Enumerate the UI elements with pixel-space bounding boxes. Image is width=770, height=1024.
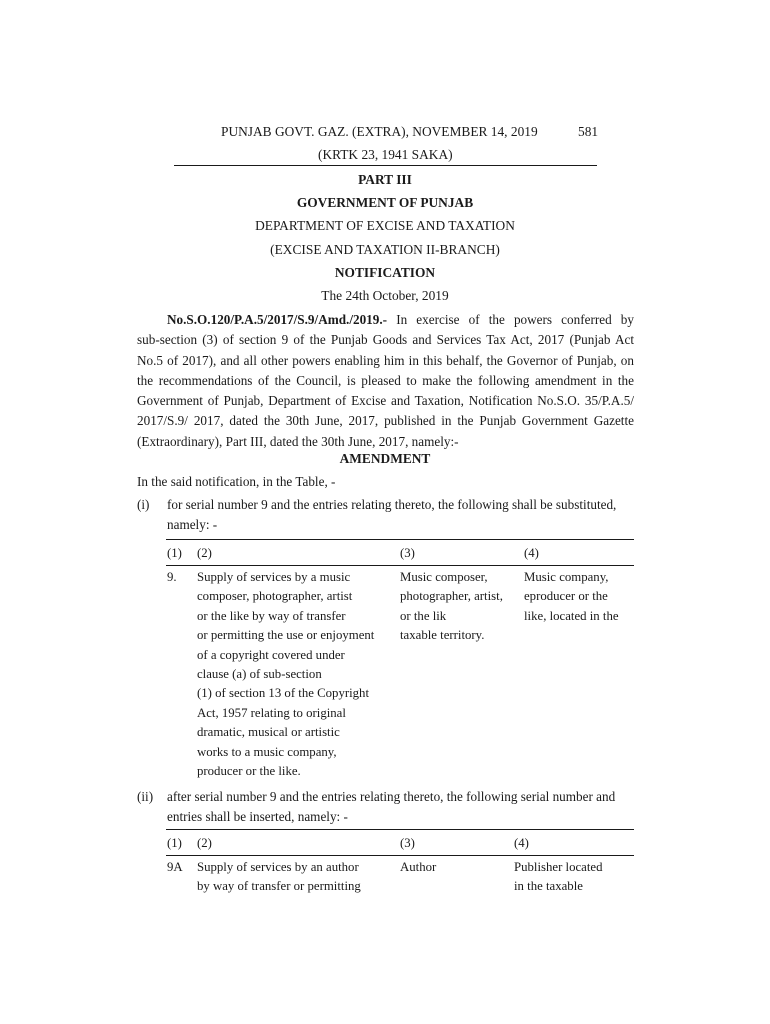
reference-number: No.S.O.120/P.A.5/2017/S.9/Amd./2019.- <box>167 312 388 327</box>
table1-recipient: Music company, eproducer or the like, located in the <box>524 570 619 623</box>
body-line-6: 2017/S.9/ 2017, dated the 30th June, 2017, published in the Punjab Government Gazette <box>137 413 634 429</box>
table1-description: Supply of services by a music composer, photographer, artist or the like by way of transfer or permitting the use or enjoyment of a copyright covered under clause (a) of sub-section (1) of section 13 of the Copyright Act, 1957 relating to original dramatic, musical or artistic works to a music company, producer or the like. <box>197 570 375 779</box>
table2-description: Supply of services by an author by way of transfer or permitting <box>197 860 361 894</box>
table1-header-4: (4) <box>524 546 539 560</box>
part-title: PART III <box>358 172 412 187</box>
body-line-7: (Extraordinary), Part III, dated the 30th June, 2017, namely:- <box>137 433 459 449</box>
table2-header-4: (4) <box>514 836 529 850</box>
table2-header-rule <box>166 855 634 856</box>
notification-date: The 24th October, 2019 <box>321 288 449 303</box>
amendment-heading: AMENDMENT <box>339 451 431 466</box>
item-ii-marker: (ii) <box>137 789 154 804</box>
table2-header-3: (3) <box>400 836 415 850</box>
item-i-marker: (i) <box>137 497 150 512</box>
table1-supplier: Music composer, photographer, artist, or the lik taxable territory. <box>400 570 503 643</box>
table2-supplier: Author <box>400 860 437 874</box>
amendment-intro: In the said notification, in the Table, - <box>137 474 336 489</box>
table1-top-rule <box>166 539 634 540</box>
page-number: 581 <box>578 124 599 139</box>
saka-date: (KRTK 23, 1941 SAKA) <box>318 147 453 162</box>
body-line-3: No.5 of 2017), and all other powers enabling him in this behalf, the Governor of Punjab, on <box>137 352 634 368</box>
department-title: DEPARTMENT OF EXCISE AND TAXATION <box>255 218 515 233</box>
table1-serial: 9. <box>167 570 177 584</box>
table2-top-rule <box>166 829 634 830</box>
table2-header-2: (2) <box>197 836 212 850</box>
body-line-2: sub-section (3) of section 9 of the Punjab Goods and Services Tax Act, 2017 (Punjab Act <box>137 332 634 348</box>
table1-header-1: (1) <box>167 546 182 560</box>
item-ii-text: after serial number 9 and the entries relating thereto, the following serial number and entries shall be inserted, namely: - <box>167 789 616 824</box>
notification-title: NOTIFICATION <box>334 265 436 280</box>
table2-serial: 9A <box>167 860 183 874</box>
body-line-1: No.S.O.120/P.A.5/2017/S.9/Amd./2019.- In exercise of the powers conferred by <box>167 312 634 327</box>
table1-header-3: (3) <box>400 546 415 560</box>
running-title: PUNJAB GOVT. GAZ. (EXTRA), NOVEMBER 14, 2019 <box>221 124 538 139</box>
table1-header-2: (2) <box>197 546 212 560</box>
item-i-text: for serial number 9 and the entries relating thereto, the following shall be substituted, namely: - <box>167 497 617 532</box>
branch-title: (EXCISE AND TAXATION II-BRANCH) <box>270 242 500 257</box>
header-rule <box>174 165 597 166</box>
table1-header-rule <box>166 565 634 566</box>
government-title: GOVERNMENT OF PUNJAB <box>296 195 474 210</box>
body-line-4: the recommendations of the Council, is pleased to make the following amendment in the <box>137 372 634 388</box>
notification-body <box>137 310 634 452</box>
table2-recipient: Publisher located in the taxable <box>514 860 603 894</box>
body-line-5: Government of Punjab, Department of Excise and Taxation, Notification No.S.O. 35/P.A.5/ <box>137 393 634 409</box>
table2-header-1: (1) <box>167 836 182 850</box>
